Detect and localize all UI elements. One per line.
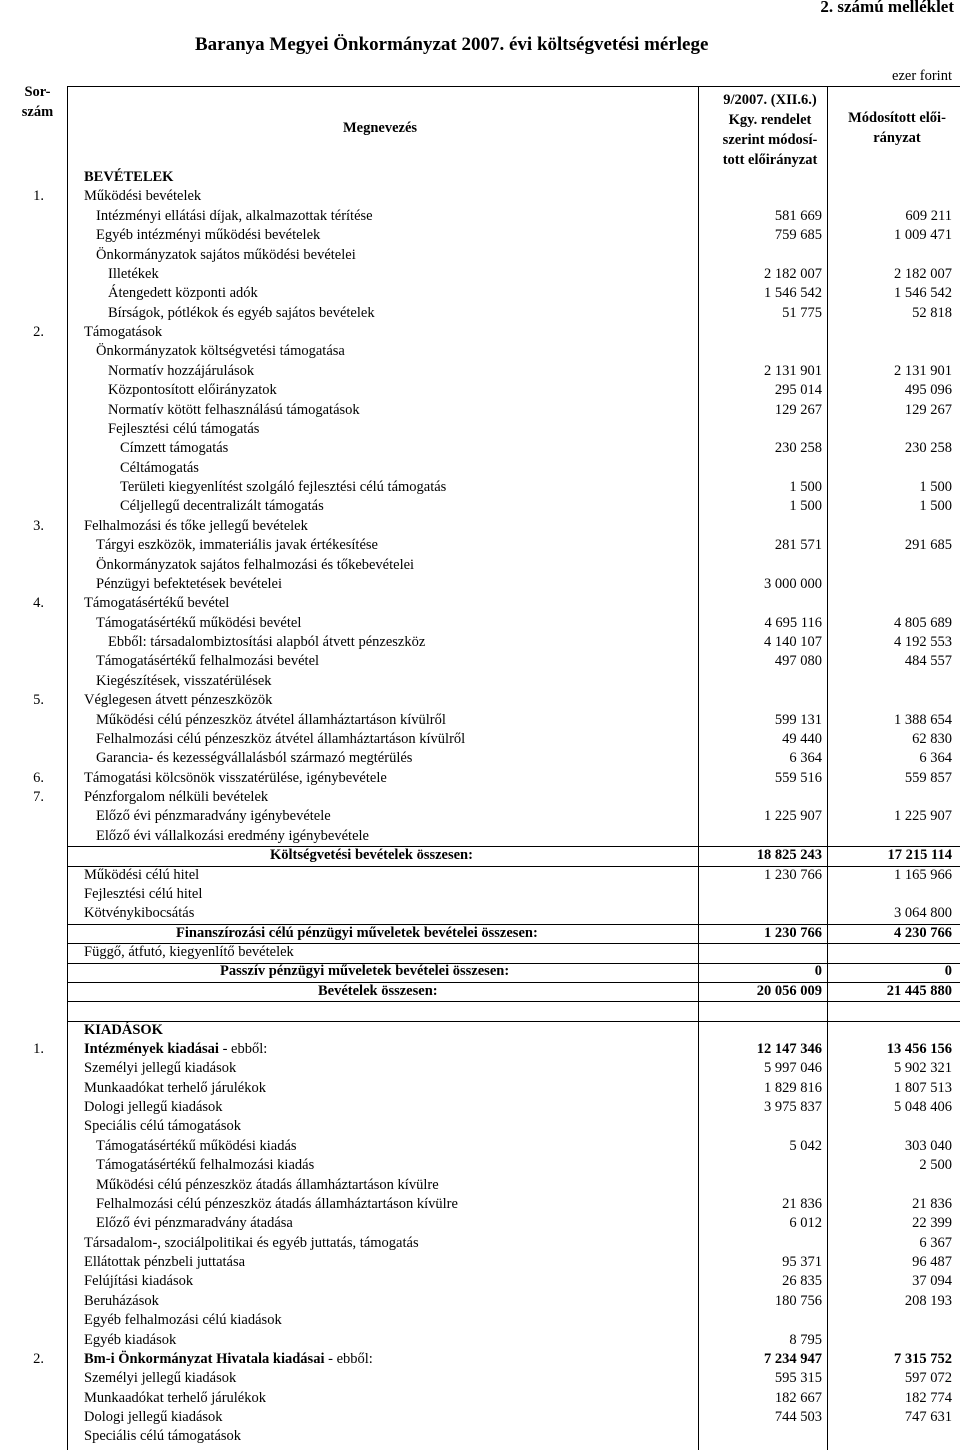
value-modified-appropriation: 1 009 471 — [894, 227, 952, 244]
row-label — [84, 1272, 193, 1291]
row-label-text: Speciális célú támogatások — [84, 1118, 242, 1135]
annex-label: 2. számú melléklet — [820, 0, 954, 16]
table-row — [0, 1331, 960, 1350]
row-number: 1. — [33, 188, 44, 205]
row-label-text: Költségvetési bevételek összesen: — [270, 847, 473, 864]
row-label-text: Felhalmozási célú pénzeszköz átvétel államháztartáson kívülről — [96, 730, 466, 747]
table-row — [0, 1176, 960, 1195]
row-label-text: Támogatások — [84, 324, 163, 340]
row-label — [96, 1195, 458, 1214]
table-row — [0, 246, 960, 265]
value-modified-appropriation: 3 064 800 — [894, 905, 952, 922]
table-row — [0, 1137, 960, 1156]
row-label-text: Munkaadókat terhelő járulékok — [84, 1079, 266, 1096]
value-modified-by-decree: 1 546 542 — [764, 285, 822, 302]
row-label — [108, 265, 159, 284]
value-modified-appropriation: 182 774 — [904, 1389, 952, 1406]
row-label-text: Bm-i Önkormányzat Hivatala kiadásai — [84, 1350, 325, 1367]
row-label — [84, 691, 272, 710]
value-modified-by-decree: 21 836 — [782, 1195, 822, 1212]
table-row — [0, 284, 960, 303]
row-label-text: Pénzügyi befektetések bevételei — [96, 575, 283, 592]
row-label-suffix: - ebből: — [218, 1040, 268, 1057]
table-row — [0, 1156, 960, 1175]
table-row — [0, 1369, 960, 1388]
value-modified-appropriation: 303 040 — [904, 1137, 952, 1154]
value-modified-by-decree: 1 829 816 — [764, 1079, 822, 1096]
row-label — [84, 323, 162, 342]
table-row — [0, 962, 960, 981]
row-label-text: Speciális célú támogatások — [84, 1428, 242, 1445]
row-label — [96, 730, 465, 749]
table-row — [0, 924, 960, 943]
row-label-text: Előző évi pénzmaradvány átadása — [96, 1215, 293, 1232]
row-label — [108, 401, 360, 420]
table-row — [0, 1234, 960, 1253]
row-label-text: Önkormányzatok költségvetési támogatása — [96, 343, 345, 360]
row-number: 5. — [33, 692, 44, 709]
row-label-text: Bevételek összesen: — [318, 982, 438, 999]
value-modified-appropriation: 21 836 — [912, 1195, 952, 1212]
row-label — [96, 807, 331, 826]
table-row — [0, 575, 960, 594]
table-row — [0, 497, 960, 516]
row-label-text: Támogatásértékű bevétel — [84, 595, 230, 612]
value-modified-appropriation: 13 456 156 — [886, 1040, 952, 1057]
table-row — [0, 478, 960, 497]
value-modified-by-decree: 18 825 243 — [756, 847, 822, 864]
row-label — [84, 885, 202, 904]
value-modified-by-decree: 4 140 107 — [764, 634, 822, 650]
value-modified-appropriation: 22 399 — [912, 1215, 952, 1232]
row-label-text: Normatív hozzájárulások — [108, 362, 255, 379]
table-row — [0, 827, 960, 846]
table-row — [0, 1001, 960, 1020]
row-label-text: Céltámogatás — [120, 459, 199, 476]
value-modified-appropriation: 495 096 — [904, 382, 952, 399]
row-label-text: Címzett támogatás — [120, 440, 229, 457]
row-label — [96, 652, 319, 671]
value-modified-appropriation: 208 193 — [904, 1292, 952, 1309]
row-label-text: Területi kiegyenlítést szolgáló fejlesztési célú támogatás — [120, 479, 447, 495]
row-label — [84, 1079, 266, 1098]
value-modified-by-decree: 559 516 — [774, 769, 822, 786]
row-label-text: Felhalmozási és tőke jellegű bevételek — [84, 517, 308, 534]
value-modified-by-decree: 5 042 — [789, 1137, 822, 1154]
row-label — [120, 497, 324, 516]
column-header-sorszam: Sor- szám — [21, 84, 54, 120]
table-row — [0, 904, 960, 923]
value-modified-by-decree: 2 182 007 — [764, 265, 822, 282]
table-row — [0, 1040, 960, 1059]
value-modified-appropriation: 1 165 966 — [894, 866, 952, 883]
table-row — [0, 1272, 960, 1291]
row-label — [96, 614, 301, 633]
value-modified-appropriation: 4 230 766 — [894, 924, 952, 941]
row-label — [84, 866, 199, 885]
row-label-text: Bírságok, pótlékok és egyéb sajátos bevételek — [108, 304, 375, 321]
value-modified-by-decree: 7 234 947 — [764, 1350, 822, 1367]
row-label-text: Ellátottak pénzbeli juttatása — [84, 1254, 246, 1270]
table-row — [0, 1079, 960, 1098]
row-label-suffix: - ebből: — [324, 1350, 373, 1367]
value-modified-by-decree: 1 225 907 — [764, 808, 822, 825]
table-row — [0, 1195, 960, 1214]
row-number: 2. — [33, 1350, 44, 1367]
row-label — [318, 982, 438, 1001]
row-label-text: Támogatási kölcsönök visszatérülése, igénybevétele — [84, 769, 387, 786]
row-label — [84, 168, 173, 187]
row-label-text: Működési bevételek — [84, 188, 202, 205]
row-label-text: Céljellegű decentralizált támogatás — [120, 498, 324, 515]
table-row — [0, 517, 960, 536]
row-label-text: Fejlesztési célú hitel — [84, 885, 203, 902]
table-row — [0, 459, 960, 478]
table-row — [0, 381, 960, 400]
value-modified-by-decree: 8 795 — [789, 1331, 822, 1348]
row-label — [96, 672, 272, 691]
row-label — [108, 362, 254, 381]
row-label — [84, 1253, 245, 1272]
table-row — [0, 1059, 960, 1078]
row-label — [120, 478, 446, 497]
row-label — [270, 846, 473, 865]
table-row — [0, 1311, 960, 1330]
value-modified-by-decree: 295 014 — [774, 382, 822, 399]
table-row — [0, 1098, 960, 1117]
row-label — [84, 1117, 241, 1136]
value-modified-by-decree: 4 695 116 — [764, 614, 822, 631]
row-label-text: Támogatásértékű felhalmozási kiadás — [96, 1157, 315, 1174]
value-modified-by-decree: 1 500 — [789, 479, 822, 495]
row-label — [84, 904, 194, 923]
row-label — [84, 517, 308, 536]
row-label-text: Passzív pénzügyi műveletek bevételei összesen: — [220, 963, 510, 980]
row-label-text: Működési célú pénzeszköz átadás államháztartáson kívülre — [96, 1176, 439, 1193]
row-label — [84, 1369, 236, 1388]
row-label — [108, 381, 277, 400]
table-row — [0, 207, 960, 226]
value-modified-appropriation: 609 211 — [905, 207, 952, 224]
value-modified-by-decree: 3 000 000 — [764, 575, 822, 592]
table-row — [0, 1292, 960, 1311]
value-modified-by-decree: 26 835 — [782, 1273, 822, 1290]
page-title: Baranya Megyei Önkormányzat 2007. évi költségvetési mérlege — [195, 34, 709, 55]
value-modified-by-decree: 5 997 046 — [764, 1060, 822, 1077]
row-label-text: Előző évi pénzmaradvány igénybevétele — [96, 808, 331, 825]
value-modified-by-decree: 182 667 — [774, 1389, 822, 1406]
row-label-text: Munkaadókat terhelő járulékok — [84, 1389, 266, 1406]
row-label-text: Működési célú pénzeszköz átvétel államháztartáson kívülről — [96, 711, 446, 728]
row-number: 7. — [33, 789, 44, 805]
row-label — [96, 342, 345, 361]
table-row — [0, 788, 960, 807]
row-label-text: Támogatásértékű felhalmozási bevétel — [96, 653, 320, 670]
row-label-text: Működési célú hitel — [84, 866, 200, 883]
table-row — [0, 1427, 960, 1446]
row-label-text: Kiegészítések, visszatérülések — [96, 672, 272, 689]
value-modified-appropriation: 37 094 — [912, 1273, 952, 1290]
table-row — [0, 730, 960, 749]
value-modified-appropriation: 230 258 — [904, 440, 952, 457]
row-label-text: Támogatásértékű működési bevétel — [96, 614, 302, 631]
row-label — [84, 1234, 419, 1253]
row-label-text: Személyi jellegű kiadások — [84, 1060, 237, 1077]
value-modified-by-decree: 497 080 — [774, 653, 822, 670]
value-modified-appropriation: 1 500 — [919, 479, 952, 495]
value-modified-appropriation: 484 557 — [904, 653, 952, 670]
table-row — [0, 1350, 960, 1369]
row-label-text: Felújítási kiadások — [84, 1273, 194, 1290]
table-row — [0, 691, 960, 710]
column-header-megnevezes: Megnevezés — [342, 120, 418, 136]
value-modified-by-decree: 1 230 766 — [764, 924, 822, 941]
table-row — [0, 672, 960, 691]
row-label-text: BEVÉTELEK — [84, 169, 174, 185]
row-label-text: Ebből: társadalombiztosítási alapból átvett pénzeszköz — [108, 634, 426, 650]
value-modified-by-decree: 281 571 — [774, 537, 822, 554]
value-modified-appropriation: 1 546 542 — [894, 285, 952, 302]
row-label-text: Dologi jellegű kiadások — [84, 1409, 223, 1425]
row-label — [96, 1137, 297, 1156]
table-row — [0, 614, 960, 633]
table-row — [0, 1021, 960, 1040]
value-modified-by-decree: 2 131 901 — [764, 362, 822, 379]
value-modified-appropriation: 2 131 901 — [894, 362, 952, 379]
table-row — [0, 168, 960, 187]
value-modified-by-decree: 1 500 — [789, 498, 822, 515]
row-label-text: Felhalmozási célú pénzeszköz átadás államháztartáson kívülre — [96, 1195, 458, 1212]
value-modified-by-decree: 129 267 — [774, 401, 822, 418]
table-row — [0, 1117, 960, 1136]
value-modified-appropriation: 4 192 553 — [894, 634, 952, 650]
value-modified-by-decree: 1 230 766 — [764, 866, 822, 883]
row-label-text: Központosított előirányzatok — [108, 382, 277, 399]
value-modified-appropriation: 4 805 689 — [894, 614, 952, 631]
table-row — [0, 749, 960, 768]
row-label-text: Garancia- és kezességvállalásból származó megtérülés — [96, 750, 413, 767]
unit-label: ezer forint — [892, 68, 952, 84]
value-modified-by-decree: 759 685 — [774, 227, 822, 244]
table-row — [0, 711, 960, 730]
row-label-text: Pénzforgalom nélküli bevételek — [84, 789, 269, 805]
row-label — [84, 1350, 373, 1369]
table-row — [0, 652, 960, 671]
value-modified-appropriation: 1 225 907 — [894, 808, 952, 825]
value-modified-appropriation: 1 388 654 — [894, 711, 952, 728]
row-label — [108, 420, 259, 439]
value-modified-by-decree: 95 371 — [782, 1254, 822, 1270]
row-label-text: Átengedett központi adók — [108, 285, 258, 302]
budget-table — [0, 168, 960, 1447]
value-modified-appropriation: 1 500 — [919, 498, 952, 515]
column-header-modified-appropriation: Módosított elői- rányzat — [848, 110, 946, 146]
row-label-text: Véglegesen átvett pénzeszközök — [84, 692, 273, 709]
row-label-text: Függő, átfutó, kiegyenlítő bevételek — [84, 944, 294, 960]
table-row — [0, 594, 960, 613]
row-label — [96, 207, 373, 226]
row-label — [96, 1156, 314, 1175]
value-modified-appropriation: 17 215 114 — [887, 847, 952, 864]
row-label-text: Illetékek — [108, 265, 159, 282]
row-label — [84, 1408, 223, 1427]
value-modified-by-decree: 20 056 009 — [756, 982, 822, 999]
row-label-text: Személyi jellegű kiadások — [84, 1370, 237, 1387]
table-row — [0, 866, 960, 885]
row-number: 3. — [33, 517, 44, 534]
row-label — [96, 226, 320, 245]
row-label — [96, 711, 446, 730]
value-modified-by-decree: 49 440 — [782, 730, 822, 747]
row-number: 6. — [33, 769, 44, 786]
row-label — [108, 304, 375, 323]
row-label — [96, 575, 282, 594]
table-row — [0, 342, 960, 361]
value-modified-appropriation: 0 — [944, 963, 952, 980]
row-label — [96, 556, 414, 575]
value-modified-appropriation: 2 500 — [919, 1157, 952, 1174]
value-modified-by-decree: 3 975 837 — [764, 1099, 822, 1115]
row-label — [220, 962, 509, 981]
table-row — [0, 1214, 960, 1233]
value-modified-by-decree: 51 775 — [782, 304, 822, 321]
table-row — [0, 265, 960, 284]
column-header-modified-by-decree: 9/2007. (XII.6.) Kgy. rendelet szerint módosí- tott előirányzat — [722, 92, 818, 168]
value-modified-by-decree: 6 012 — [789, 1215, 822, 1232]
row-label-text: Kötvénykibocsátás — [84, 905, 195, 922]
value-modified-appropriation: 559 857 — [904, 769, 952, 786]
row-label — [84, 1427, 241, 1446]
value-modified-appropriation: 6 367 — [919, 1234, 952, 1251]
row-label — [96, 536, 378, 555]
value-modified-appropriation: 747 631 — [904, 1409, 952, 1425]
row-label-text: KIADÁSOK — [84, 1021, 163, 1038]
row-label — [84, 769, 387, 788]
value-modified-by-decree: 12 147 346 — [756, 1040, 822, 1057]
value-modified-by-decree: 595 315 — [774, 1370, 822, 1387]
value-modified-by-decree: 180 756 — [774, 1292, 822, 1309]
row-label-text: Intézmények kiadásai — [84, 1040, 219, 1057]
value-modified-by-decree: 0 — [814, 963, 822, 980]
value-modified-appropriation: 5 902 321 — [894, 1060, 952, 1077]
row-label — [176, 924, 538, 943]
value-modified-appropriation: 52 818 — [912, 304, 952, 321]
row-label — [84, 788, 268, 807]
row-label-text: Előző évi vállalkozási eredmény igénybevétele — [96, 827, 369, 844]
row-label — [84, 1311, 282, 1330]
row-label — [84, 594, 229, 613]
row-label — [84, 1059, 236, 1078]
row-label-text: Finanszírozási célú pénzügyi műveletek bevételei összesen: — [176, 924, 538, 941]
value-modified-appropriation: 1 807 513 — [894, 1079, 952, 1096]
row-label — [84, 1098, 223, 1117]
grid-line — [67, 86, 960, 87]
row-label — [120, 439, 228, 458]
row-label-text: Intézményi ellátási díjak, alkalmazottak térítése — [96, 207, 373, 224]
value-modified-appropriation: 62 830 — [912, 730, 952, 747]
value-modified-by-decree: 230 258 — [774, 440, 822, 457]
row-label-text: Egyéb kiadások — [84, 1331, 177, 1348]
row-label-text: Társadalom-, szociálpolitikai és egyéb juttatás, támogatás — [84, 1234, 419, 1251]
table-row — [0, 439, 960, 458]
table-row — [0, 1408, 960, 1427]
row-label — [96, 1214, 293, 1233]
value-modified-appropriation: 5 048 406 — [894, 1099, 952, 1115]
table-row — [0, 943, 960, 962]
table-row — [0, 536, 960, 555]
value-modified-appropriation: 597 072 — [904, 1370, 952, 1387]
row-label-text: Önkormányzatok sajátos felhalmozási és tőkebevételei — [96, 556, 415, 573]
table-row — [0, 633, 960, 652]
table-row — [0, 982, 960, 1001]
value-modified-appropriation: 21 445 880 — [886, 982, 952, 999]
row-label — [96, 1176, 439, 1195]
row-label — [84, 1389, 266, 1408]
row-label-text: Fejlesztési célú támogatás — [108, 420, 260, 437]
row-label — [84, 187, 201, 206]
table-row — [0, 769, 960, 788]
row-label — [120, 459, 199, 478]
row-number: 2. — [33, 324, 44, 340]
row-label — [108, 284, 258, 303]
table-row — [0, 401, 960, 420]
table-row — [0, 420, 960, 439]
table-row — [0, 304, 960, 323]
row-label-text: Tárgyi eszközök, immateriális javak értékesítése — [96, 537, 378, 554]
row-label — [84, 1021, 163, 1040]
table-row — [0, 846, 960, 865]
row-label — [84, 943, 294, 962]
value-modified-by-decree: 6 364 — [789, 750, 822, 767]
value-modified-by-decree: 599 131 — [774, 711, 822, 728]
table-row — [0, 1253, 960, 1272]
row-label-text: Egyéb intézményi működési bevételek — [96, 227, 321, 244]
row-label — [96, 246, 356, 265]
table-row — [0, 187, 960, 206]
table-row — [0, 807, 960, 826]
value-modified-appropriation: 2 182 007 — [894, 265, 952, 282]
row-label — [96, 749, 412, 768]
table-row — [0, 885, 960, 904]
row-label-text: Önkormányzatok sajátos működési bevételei — [96, 246, 356, 263]
row-label — [84, 1331, 176, 1350]
table-row — [0, 226, 960, 245]
value-modified-by-decree: 581 669 — [774, 207, 822, 224]
value-modified-by-decree: 744 503 — [774, 1409, 822, 1425]
row-label — [84, 1040, 267, 1059]
row-label-text: Normatív kötött felhasználású támogatások — [108, 401, 360, 418]
row-label — [84, 1292, 159, 1311]
value-modified-appropriation: 96 487 — [912, 1254, 952, 1270]
row-label-text: Támogatásértékű működési kiadás — [96, 1137, 297, 1154]
value-modified-appropriation: 6 364 — [919, 750, 952, 767]
row-label-text: Dologi jellegű kiadások — [84, 1099, 223, 1115]
table-row — [0, 1389, 960, 1408]
table-row — [0, 323, 960, 342]
row-label — [108, 633, 425, 652]
row-number: 4. — [33, 595, 44, 612]
row-label-text: Egyéb felhalmozási célú kiadások — [84, 1312, 282, 1329]
value-modified-appropriation: 129 267 — [904, 401, 952, 418]
table-row — [0, 556, 960, 575]
row-label — [96, 827, 369, 846]
table-row — [0, 362, 960, 381]
value-modified-appropriation: 291 685 — [904, 537, 952, 554]
row-label-text: Beruházások — [84, 1292, 159, 1309]
row-number: 1. — [33, 1040, 44, 1057]
value-modified-appropriation: 7 315 752 — [894, 1350, 952, 1367]
